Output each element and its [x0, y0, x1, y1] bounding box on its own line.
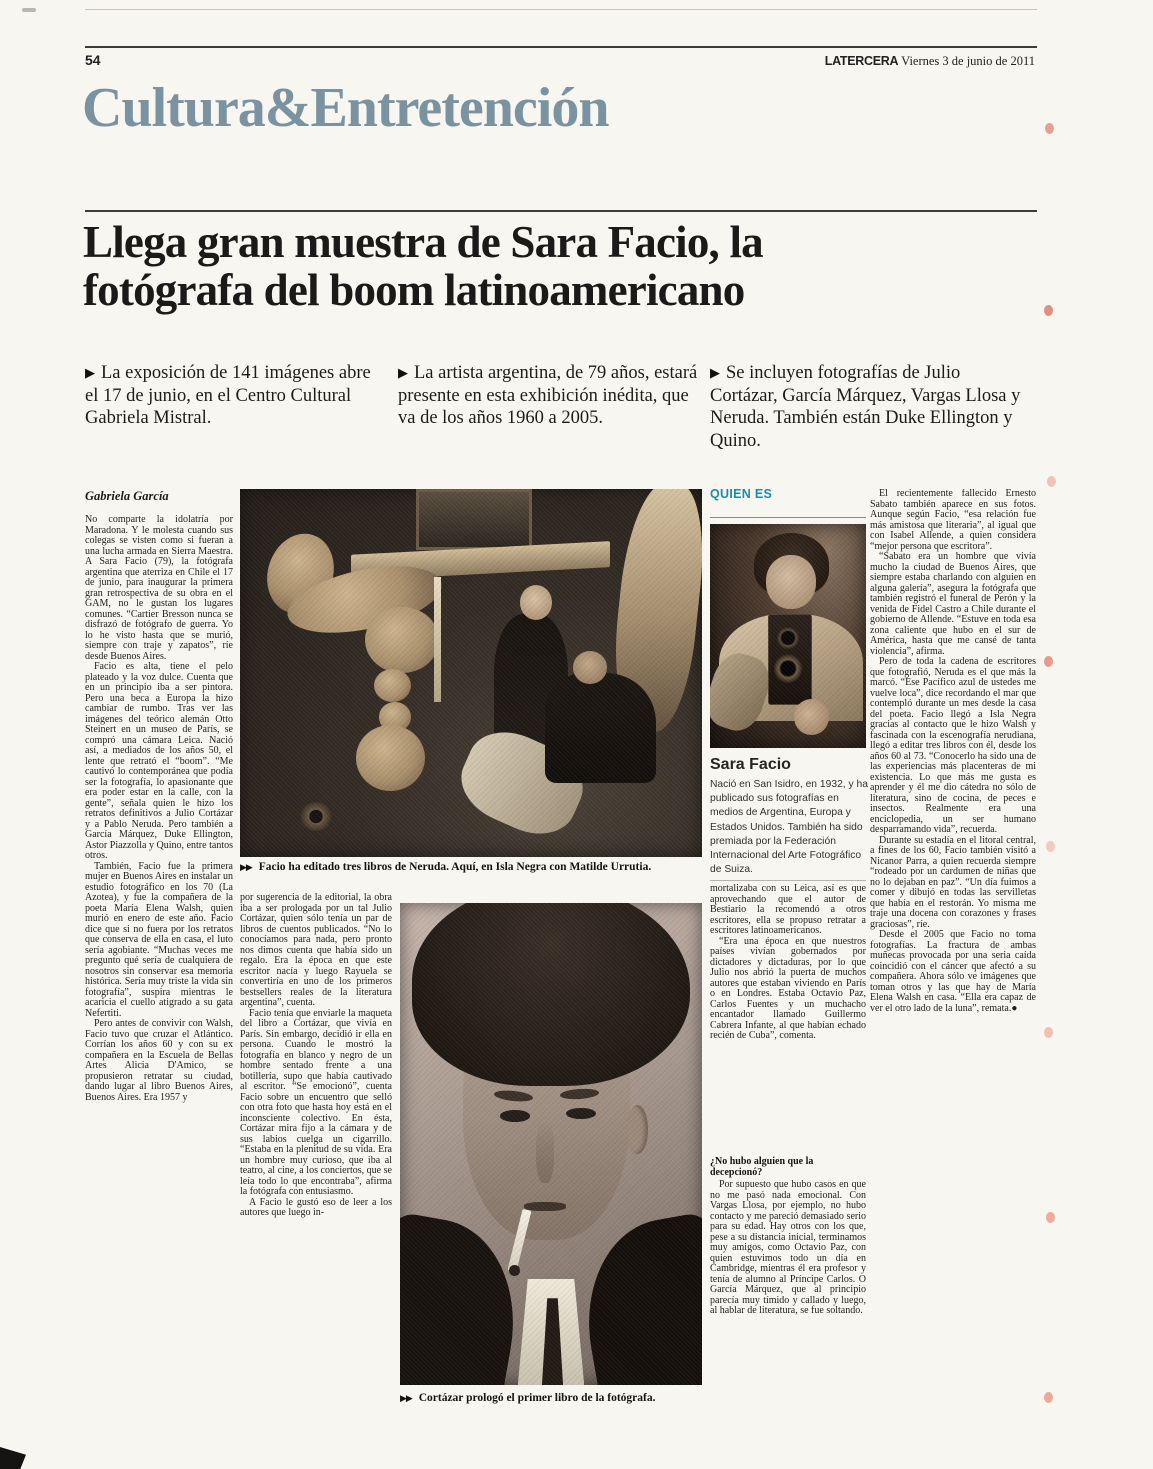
photo-shape	[566, 1108, 596, 1120]
photo-shape	[524, 1202, 566, 1211]
scan-dot	[1046, 1212, 1055, 1223]
quien-es-label: QUIEN ES	[710, 487, 773, 501]
deck-text: Se incluyen fotografías de Julio Cortázar, García Márquez, Vargas Llosa y Neruda. También están Duke Ellington y Quino.	[710, 363, 1021, 451]
paragraph: No comparte la idolatría por Maradona. Y le molesta cuando sus colegas se visten como si fueran a una lucha armada en Sierra Maestra. A Sara Facio (79), la fotógrafa argentina que aterriza en Chile el 17 de junio, para inaugurar la primera gran retrospectiva de su obra en el GAM, no le gustan los lugares comunes. “Cartier Bresson nunca se disfrazó de fotógrafo de guerra. Yo lo he visto hasta que se murió, siempre con traje y zapatos”, ríe desde Buenos Aires.	[85, 515, 233, 662]
paragraph: Facio tenía que enviarle la maqueta del libro a Cortázar, que vivía en París. Sin embargo, decidió ir ella en persona. Cuando le mostró la fotografía en blanco y negro de un hombre sentado frente a una botillería, supo que había cautivado al escritor. “Se emocionó”, cuenta Facio sobre un encuentro que selló con otra foto que hasta hoy está en el inconsciente colectivo. En ésta, Cortázar mira fijo a la cámara y de sus labios cuelga un cigarrillo. “Estaba en la plenitud de su vida. Era un hombre muy curioso, que iba al teatro, al cine, a los conciertos, que se leía todo lo que encontraba”, afirma la fotógrafa con entusiasmo.	[240, 1007, 392, 1197]
byline: Gabriela García	[85, 489, 169, 503]
paragraph: mortalizaba con su Leica, así es que aprovechando que el autor de Bestiario la recomendó a otros escritores, ella se propuso retratar a escritores latinoamericanos.	[710, 884, 866, 936]
deck-text: La exposición de 141 imágenes abre el 17 de junio, en el Centro Cultural Gabriela Mistral.	[85, 363, 371, 429]
headline-rule	[85, 210, 1037, 212]
photo-shape	[774, 654, 802, 683]
photo-shape	[542, 1298, 563, 1385]
scan-dot	[1047, 476, 1056, 487]
paragraph: Facio es alta, tiene el pelo plateado y la voz dulce. Cuenta que en un principio iba a ser pintora. Pero una beca a Europa la hizo cambiar de rumbo. Tras ver las imágenes del teórico alemán Otto Steinert en un museo de París, se compró una cámara Leica. Nació así, a mediados de los años 50, el lente que retrató el “boom”. “Me cautivó lo contemporánea que podía ser la fotografía, lo apasionante que era poder estar en la calle, con la gente”, señala quien le hizo los retratos definitivos a Julio Cortázar y a Pablo Neruda. Pero también a García Márquez, Duke Ellington, Astor Piazzolla y Quino, entre tantos otros.	[85, 661, 233, 861]
photo-cortazar	[400, 903, 702, 1385]
scan-smudge	[22, 8, 36, 12]
caption-text: Cortázar prologó el primer libro de la fotógrafa.	[418, 1392, 656, 1404]
photo-shape	[794, 699, 828, 735]
paragraph: Por supuesto que hubo casos en que no me pasó nada emocional. Con Vargas Llosa, por ejemplo, no hubo contacto y me pareció demasiado serio para su edad. Hay otros con los que, pese a su distancia inicial, terminamos muy amigos, como Octavio Paz, con quien estuvimos todo un día en Cambridge, mientras él era profesor y tenía de alumno al Príncipe Carlos. O García Márquez, que al principio parecía muy tímido y callado y luego, al hablar de literatura, se fue soltando.	[710, 1180, 866, 1316]
scan-ink-mark	[0, 1447, 26, 1469]
newspaper-brand: LATERCERA	[824, 54, 899, 68]
photo-shape	[449, 719, 595, 849]
body-column-1	[85, 515, 233, 1455]
photo-shape	[412, 903, 690, 1086]
body-column-4-top	[710, 884, 866, 1156]
photo-shape	[374, 669, 411, 702]
masthead-right	[825, 54, 1035, 69]
quien-es-rule	[710, 517, 866, 518]
photo-shape	[768, 614, 812, 706]
bullet-arrow-icon: ▶	[710, 365, 720, 380]
caption-text: Facio ha editado tres libros de Neruda. Aquí, en Isla Negra con Matilde Urrutia.	[258, 861, 652, 873]
photo-shape	[710, 647, 777, 737]
photo-shape	[282, 554, 448, 644]
photo-shape	[379, 702, 411, 731]
photo-shape	[518, 1279, 584, 1385]
caption-arrows-icon: ▶▶	[400, 1393, 412, 1403]
page-number: 54	[85, 52, 101, 68]
scan-dot	[1044, 656, 1053, 667]
photo-shape	[493, 1089, 533, 1103]
photo-shape	[606, 489, 702, 735]
scan-dot	[1046, 841, 1055, 852]
paragraph: “Era una época en que nuestros países vivían gobernados por dictadores y dictaduras, por lo que Julio nos abrió la puerta de muchos autores que estaban viviendo en París o en Londres. Estaba Octavio Paz, Carlos Fuentes y un muchacho encantador llamado Guillermo Cabrera Infante, al que habían echado recién de Cuba”, comenta.	[710, 935, 866, 1041]
photo-shape	[509, 1265, 519, 1276]
photo-shape	[754, 533, 829, 596]
quien-es-bio: Nació en San Isidro, en 1932, y ha publicado sus fotografías en medios de Argentina, Europa y Estados Unidos. También ha sido premiada por la Federación Internacional del Arte Fotográfico de Suiza.	[710, 779, 868, 876]
photo-shape	[536, 1120, 554, 1183]
photo-shape	[719, 614, 863, 722]
photo-sara-facio	[710, 524, 866, 748]
photo-shape	[520, 585, 552, 620]
caption-arrows-icon: ▶▶	[240, 862, 252, 872]
photo-isla-negra	[240, 489, 702, 857]
photo-shape	[507, 1209, 531, 1272]
paragraph: A Facio le gustó eso de leer a los autores que luego in-	[240, 1196, 392, 1218]
paragraph: El recientemente fallecido Ernesto Sabato también aparece en sus fotos. Aunque según Facio, “esa relación fue más amistosa que literaria”, al igual que con Isabel Allende, a quien considera “mejor persona que escritora”.	[870, 489, 1036, 552]
top-edge-rule	[85, 9, 1037, 10]
paragraph: “Sabato era un hombre que vivía mucho la ciudad de Buenos Aires, que siempre estaba charlando con alguien en alguna galería”, asegura la fotógrafa que también registró el funeral de Perón y la venida de Fidel Castro a Chile durante el gobierno de Allende. “Estuve en toda esa zona caliente que hubo en el sur de América, hasta que me cansé de tanta violencia”, afirma.	[870, 551, 1036, 657]
photo-shape	[776, 627, 799, 649]
paragraph: Pero de toda la cadena de escritores que fotografió, Neruda es el que más la marcó. “Ese Pacífico azul de ustedes me vuelve loca”, dice recordando el mar que contempló durante un mes desde la casa del poeta. Facio llegó a Isla Negra gracias al contacto que le hizo Walsh y fascinada con la escenografía nerudiana, llegó a editar tres libros con él, desde los años 60 al 73. “Conocerlo ha sido una de las experiencias más placenteras de mi existencia. Lo que más me gusta es aprender y él me dio cátedra no sólo de literatura, sino de cocina, de peces e insectos. Realmente era una enciclopedia, un ser humano desparramando vida”, recuerda.	[870, 656, 1036, 835]
photo-shape	[494, 614, 568, 761]
bullet-arrow-icon: ▶	[85, 365, 95, 380]
deck-bullet-3	[710, 362, 1030, 452]
quien-es-name: Sara Facio	[710, 756, 791, 773]
deck-bullet-2	[398, 362, 698, 430]
scan-dot	[1044, 1027, 1053, 1038]
body-column-5	[870, 489, 1036, 1451]
scan-dot	[1044, 305, 1053, 316]
scan-dot	[1045, 123, 1054, 134]
photo-shape	[400, 1210, 530, 1385]
photo-shape	[500, 1110, 530, 1122]
bullet-arrow-icon: ▶	[398, 365, 408, 380]
scan-dot	[1044, 1392, 1053, 1403]
photo-shape	[463, 966, 629, 1241]
question-subhead: ¿No hubo alguien que la decepcionó?	[710, 1156, 814, 1178]
photo-shape	[300, 802, 332, 831]
photo-shape	[257, 525, 344, 622]
photo-shape	[627, 1105, 648, 1153]
photo-shape	[766, 555, 816, 609]
paragraph: por sugerencia de la editorial, la obra iba a ser prologada por un tal Julio Cortázar, quien sólo tenía un par de libros de cuentos publicados. “No lo conocíamos para nada, pero pronto nos dimos cuenta que había sido un regalo. Era la época en que este escritor nacía y luego Rayuela se convertiría en uno de los primeros bestsellers reales de la literatura argentina”, cuenta.	[240, 893, 392, 1008]
photo2-caption	[400, 1392, 702, 1405]
photo1-caption	[240, 861, 702, 874]
deck-text: La artista argentina, de 79 años, estará presente en esta exhibición inédita, que va de los años 1960 a 2005.	[398, 363, 698, 429]
article-headline: Llega gran muestra de Sara Facio, la fotógrafa del boom latinoamericano	[83, 217, 763, 316]
edition-date: Viernes 3 de junio de 2011	[898, 54, 1035, 68]
paragraph: Pero antes de convivir con Walsh, Facio tuvo que cruzar el Atlántico. Corrían los años 60 y con su ex compañera en la Escuela de Bellas Artes Alicia D'Amico, se propusieron retratar su ciudad, dando lugar al libro Buenos Aires, Buenos Aires. Era 1957 y	[85, 1018, 233, 1103]
photo-shape	[560, 1087, 600, 1099]
paragraph: Durante su estadía en el litoral central, a fines de los 60, Facio también visitó a Nicanor Parra, a quien recuerda siempre “rodeado por un cardumen de niñas que no lo dejaban en paz”. “Un día fuimos a comer y dibujó en todas las servilletas que había en el restorán. Yo misma me traje una docena con corazones y frases graciosas”, ríe.	[870, 834, 1036, 930]
photo-shape	[351, 541, 610, 580]
photo-shape	[416, 489, 533, 550]
paragraph: Desde el 2005 que Facio no toma fotografías. La fractura de ambas muñecas provocada por una seria caída coincidió con el cáncer que afectó a su compañera. Ahora sólo ve imágenes que toman otros y las que hay de María Elena Walsh en casa. “Ella era capaz de ver el otro lado de la luna”, remata.●	[870, 929, 1036, 1014]
section-title: Cultura&Entretención	[82, 77, 609, 139]
photo-shape	[573, 651, 608, 684]
masthead-rule	[85, 46, 1037, 48]
paragraph: También, Facio fue la primera mujer en Buenos Aires en instalar un estudio fotográfico en los 70 (La Azotea), y fue la compañera de la poeta María Elena Walsh, quien murió en enero de este año. Facio dice que si no fuera por los retratos que conserva de ella en casa, el luto sería agobiante. “Muchas veces me pregunto qué sería de cualquiera de nosotros sin conservar esa memoria histórica. Sería muy triste la vida sin fotografía”, suspira mientras le acaricia el cuello atigrado a su gata Nefertiti.	[85, 860, 233, 1019]
body-column-2	[240, 893, 392, 1455]
photo-shape	[365, 607, 439, 673]
photo-shape	[356, 725, 425, 791]
photo-shape	[434, 577, 441, 702]
photo-shape	[572, 1210, 702, 1385]
photo-shape	[545, 673, 656, 783]
deck-bullet-1	[85, 362, 385, 430]
body-column-4-bottom	[710, 1180, 866, 1455]
quien-es-bottom-rule	[710, 880, 866, 881]
